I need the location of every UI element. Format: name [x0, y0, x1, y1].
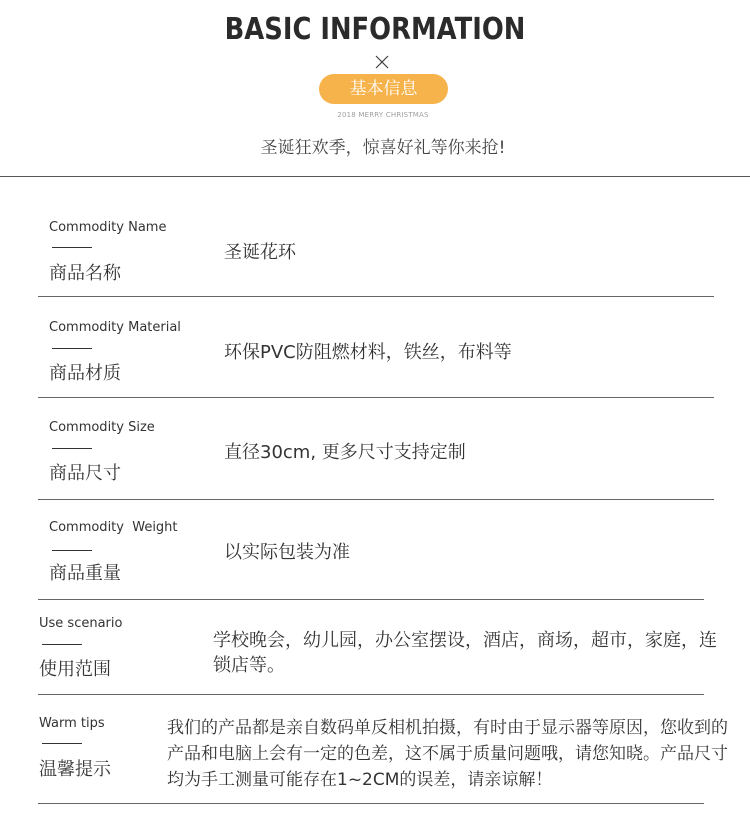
row-label-en: Commodity Material	[49, 320, 181, 335]
row-divider	[38, 296, 714, 297]
row-label-en: Use scenario	[39, 616, 123, 631]
row-label-en: Commodity Size	[49, 420, 155, 435]
label-dash	[52, 348, 92, 349]
close-x-icon	[372, 52, 392, 72]
label-dash	[52, 550, 92, 551]
row-label-zh: 使用范围	[39, 659, 111, 680]
caption-text: 2018 MERRY CHRISTMAS	[337, 111, 429, 119]
section-badge: 基本信息	[319, 74, 448, 104]
row-label-zh: 温馨提示	[39, 759, 111, 780]
row-label-en: Warm tips	[39, 716, 105, 731]
divider	[0, 176, 750, 177]
slogan-text: 圣诞狂欢季，惊喜好礼等你来抢!	[260, 138, 506, 158]
row-value: 环保PVC防阻燃材料，铁丝，布料等	[224, 342, 512, 363]
page-title: BASIC INFORMATION	[224, 12, 526, 47]
row-divider	[38, 397, 714, 398]
row-label-zh: 商品名称	[49, 263, 121, 284]
label-dash	[52, 448, 92, 449]
label-dash	[52, 247, 92, 248]
row-divider	[38, 803, 704, 804]
row-divider	[38, 499, 714, 500]
row-value: 圣诞花环	[224, 242, 296, 263]
row-divider	[38, 599, 704, 600]
label-dash	[42, 644, 82, 645]
row-value: 学校晚会，幼儿园，办公室摆设，酒店，商场，超市，家庭，连锁店等。	[213, 630, 717, 676]
row-label-zh: 商品尺寸	[49, 463, 121, 484]
row-label-en: Commodity Weight	[49, 520, 178, 535]
label-dash	[42, 743, 82, 744]
row-divider	[38, 694, 704, 695]
row-value: 我们的产品都是亲自数码单反相机拍摄，有时由于显示器等原因，您收到的产品和电脑上会有一定的色差，这不属于质量问题哦，请您知晓。产品尺寸均为手工测量可能存在1~2CM的误差，请亲谅解！	[167, 718, 728, 790]
row-value: 直径30cm, 更多尺寸支持定制	[224, 442, 466, 463]
row-value: 以实际包装为准	[224, 542, 350, 563]
row-label-en: Commodity Name	[49, 220, 167, 235]
row-label-zh: 商品材质	[49, 363, 121, 384]
row-label-zh: 商品重量	[49, 563, 121, 584]
